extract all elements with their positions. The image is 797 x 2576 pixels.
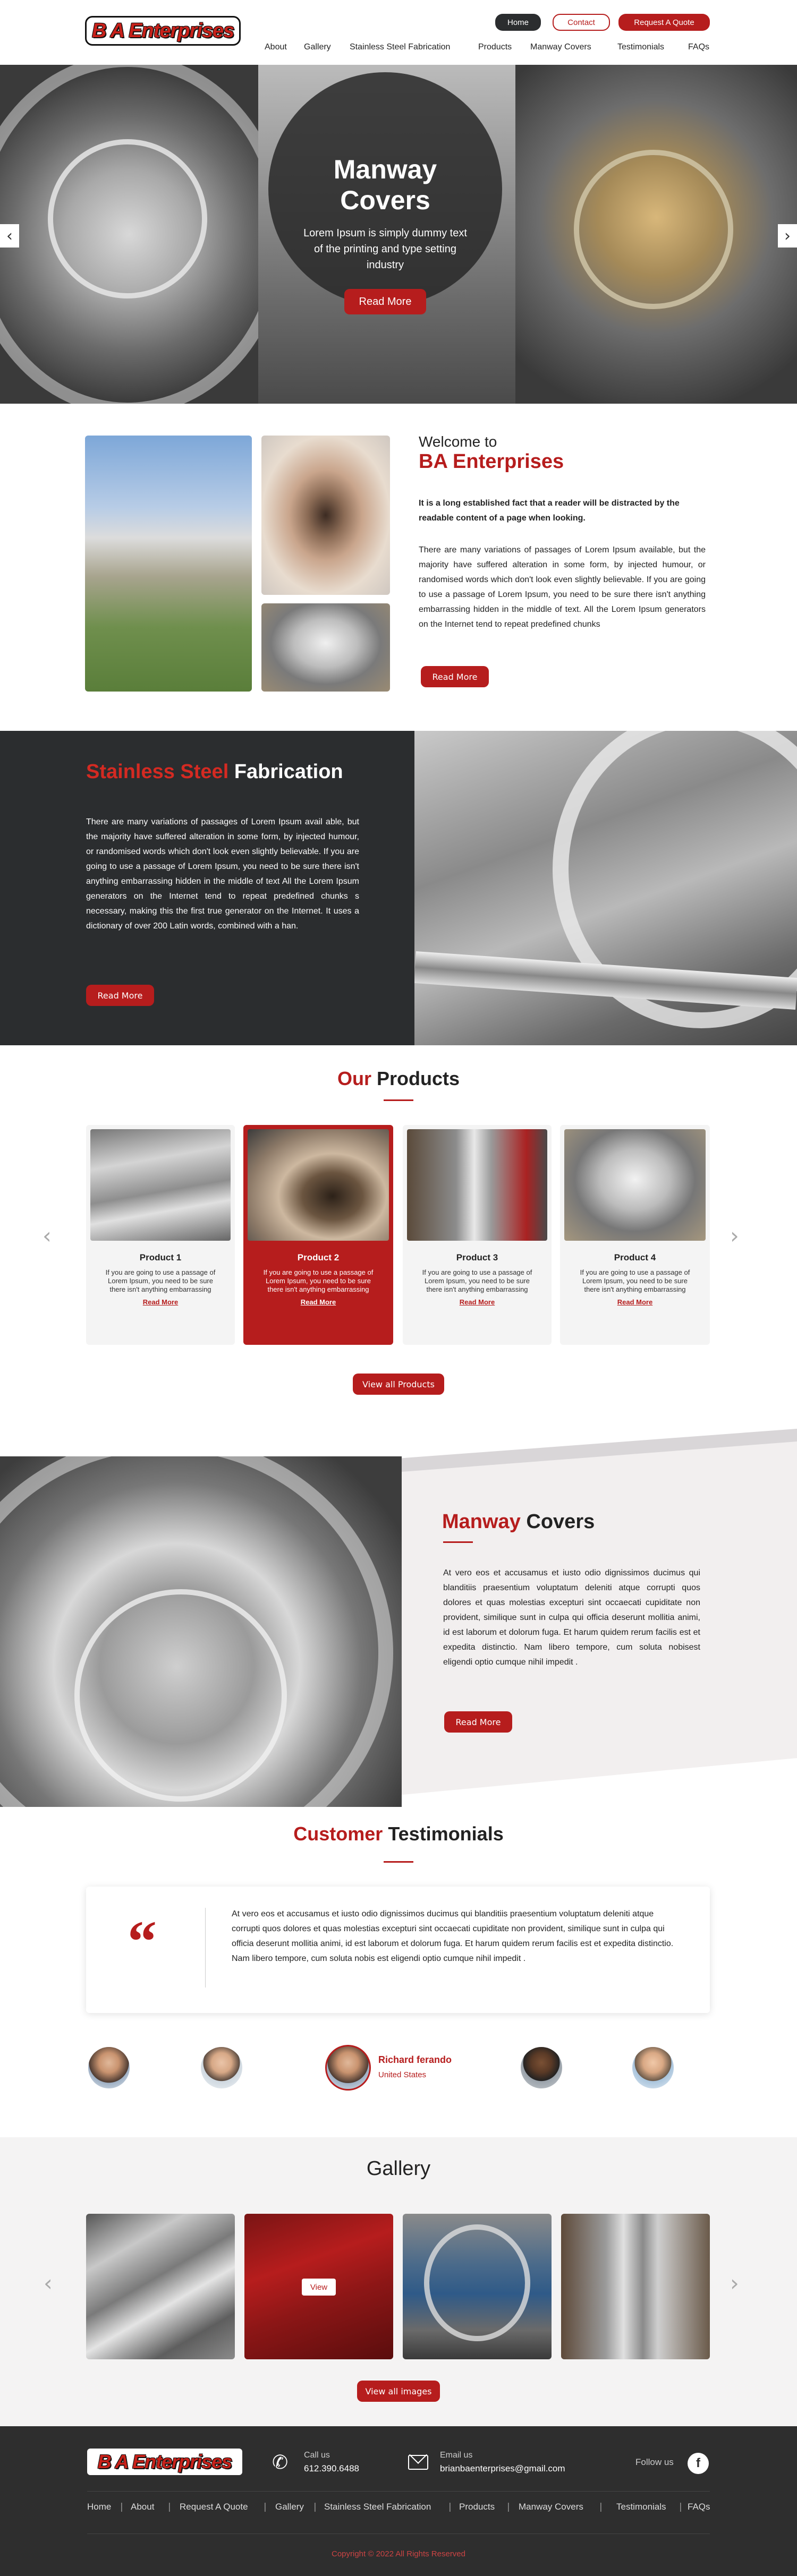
product-card-4[interactable] xyxy=(560,1125,710,1345)
footer-email-label: Email us xyxy=(440,2451,473,2460)
footer-link-faqs[interactable]: FAQs xyxy=(688,2502,710,2512)
manway-title xyxy=(442,1511,595,1533)
nav-products[interactable]: Products xyxy=(478,42,512,52)
request-quote-button[interactable]: Request A Quote xyxy=(618,14,710,31)
welcome-pretitle: Welcome to xyxy=(419,433,497,450)
product-1-text: If you are going to use a passage of Lorem Ipsum, you need to be sure there isn't anything embarrassing xyxy=(105,1268,216,1293)
nav-faqs[interactable]: FAQs xyxy=(688,42,710,52)
product-card-3[interactable] xyxy=(403,1125,552,1345)
testimonial-quote: At vero eos et accusamus et iusto odio dignissimos ducimus qui blanditiis praesentium voluptatum deleniti atque corrupti quos dolores et quas molestias excepturi sint occaecati cupiditate non provident, similique sunt in culpa qui officia deserunt mollitia animi, id est laborum et dolorum fuga. Et harum quidem rerum facilis est et expedita distinctio. Nam libero tempore, cum soluta nobis est eligendi optio cumque nihil impedit . xyxy=(232,1909,674,1963)
testimonial-avatar-1[interactable] xyxy=(88,2047,130,2088)
welcome-lead: It is a long established fact that a reader will be distracted by the readable content of a page when looking. xyxy=(419,499,680,523)
footer-link-products[interactable]: Products xyxy=(459,2502,495,2512)
product-1-image xyxy=(90,1129,231,1241)
products-heading-underline xyxy=(384,1099,413,1101)
product-4-image xyxy=(564,1129,706,1241)
testimonials-heading xyxy=(0,1823,797,1845)
product-1-name: Product 1 xyxy=(139,1252,182,1263)
quote-icon: “ xyxy=(128,1909,157,1974)
product-2-image xyxy=(248,1129,389,1241)
footer-logo[interactable] xyxy=(87,2449,242,2475)
manway-read-more-button[interactable]: Read More xyxy=(444,1711,512,1733)
footer-link-fabrication[interactable]: Stainless Steel Fabrication xyxy=(324,2502,431,2512)
welcome-image-flange xyxy=(261,436,390,595)
manway-title-red: Manway xyxy=(442,1511,521,1533)
home-button[interactable]: Home xyxy=(495,14,541,31)
testimonial-avatar-active[interactable] xyxy=(325,2045,371,2091)
gallery-view-button[interactable]: View xyxy=(302,2279,336,2296)
welcome-image-building xyxy=(85,436,252,692)
site-header xyxy=(0,0,797,65)
logo[interactable] xyxy=(85,16,241,46)
product-2-text: If you are going to use a passage of Lorem Ipsum, you need to be sure there isn't anything embarrassing xyxy=(263,1268,374,1293)
contact-button[interactable]: Contact xyxy=(553,14,610,31)
footer-follow-label: Follow us xyxy=(635,2457,674,2467)
footer-divider-top xyxy=(87,2491,710,2492)
nav-gallery[interactable]: Gallery xyxy=(304,42,331,52)
gallery-image-1[interactable] xyxy=(86,2214,235,2359)
welcome-read-more-button[interactable]: Read More xyxy=(421,666,489,687)
product-3-read-more-link[interactable]: Read More xyxy=(459,1298,495,1306)
product-4-read-more-link[interactable]: Read More xyxy=(617,1298,653,1306)
fabrication-title-white: Fabrication xyxy=(234,761,343,783)
nav-stainless-steel-fabrication[interactable]: Stainless Steel Fabrication xyxy=(350,42,451,52)
footer-link-home[interactable]: Home xyxy=(87,2502,112,2512)
fabrication-read-more-button[interactable]: Read More xyxy=(86,985,154,1006)
testimonial-avatar-4[interactable] xyxy=(521,2047,562,2088)
product-4-name: Product 4 xyxy=(614,1252,656,1263)
testimonials-heading-underline xyxy=(384,1861,413,1863)
nav-manway-covers[interactable]: Manway Covers xyxy=(530,42,591,52)
products-heading-dark: Products xyxy=(377,1068,460,1089)
footer-copyright: Copyright © 2022 All Rights Reserved xyxy=(331,2549,465,2558)
product-card-2[interactable] xyxy=(243,1125,393,1345)
footer-link-about[interactable]: About xyxy=(131,2502,155,2512)
gallery-image-3[interactable] xyxy=(403,2214,552,2359)
hero-read-more-button[interactable]: Read More xyxy=(344,289,426,314)
fabrication-body: There are many variations of passages of Lorem Ipsum avail able, but the majority have suffered alteration in some form, by injected humour, or randomised words which don't look even slightly believable. If you are going to use a passage of Lorem Ipsum, you need to be sure there isn't anything embarrassing hidden in the middle of text All the Lorem Ipsum generators on the Internet tend to repeat predefined chunks s necessary, making this the first true generator on the Internet. It uses a dictionary of over 200 Latin words, combined with a han. xyxy=(86,817,359,931)
product-card-1[interactable] xyxy=(86,1125,235,1345)
welcome-image-cover xyxy=(261,603,390,692)
nav-about[interactable]: About xyxy=(265,42,287,52)
manway-title-underline xyxy=(443,1541,473,1543)
footer-link-testimonials[interactable]: Testimonials xyxy=(616,2502,666,2512)
footer-link-gallery[interactable]: Gallery xyxy=(275,2502,304,2512)
product-1-read-more-link[interactable]: Read More xyxy=(142,1298,179,1306)
fabrication-title-red: Stainless Steel xyxy=(86,761,229,783)
products-heading-red: Our xyxy=(337,1068,371,1089)
gallery-prev-arrow[interactable]: ‹ xyxy=(44,2270,53,2296)
footer-call-label: Call us xyxy=(304,2451,330,2460)
hero-text: Lorem Ipsum is simply dummy text of the printing and type setting industry xyxy=(303,227,467,271)
view-all-images-button[interactable]: View all images xyxy=(357,2381,440,2402)
view-all-products-button[interactable]: View all Products xyxy=(353,1374,444,1395)
footer-email[interactable]: brianbaenterprises@gmail.com xyxy=(440,2463,565,2473)
manway-title-dark: Covers xyxy=(526,1511,595,1533)
testimonials-heading-red: Customer xyxy=(293,1823,383,1845)
testimonial-avatar-2[interactable] xyxy=(201,2047,242,2088)
products-heading xyxy=(0,1068,797,1090)
testimonial-divider xyxy=(205,1908,206,1988)
email-icon xyxy=(408,2455,428,2470)
nav-testimonials[interactable]: Testimonials xyxy=(617,42,665,52)
product-3-image xyxy=(407,1129,547,1241)
product-2-name: Product 2 xyxy=(297,1252,340,1263)
gallery-heading: Gallery xyxy=(366,2157,431,2180)
testimonial-name: Richard ferando xyxy=(378,2054,452,2065)
manway-image xyxy=(0,1456,402,1807)
testimonial-location: United States xyxy=(378,2070,427,2079)
product-3-name: Product 3 xyxy=(456,1252,498,1263)
hero-slider xyxy=(0,65,797,404)
products-prev-arrow[interactable]: ‹ xyxy=(43,1223,52,1249)
hero-image-manway-left xyxy=(0,65,258,404)
gallery-image-4[interactable] xyxy=(561,2214,710,2359)
fabrication-image-cylinder xyxy=(414,731,797,1045)
gallery-image-2[interactable] xyxy=(244,2214,393,2359)
product-4-text: If you are going to use a passage of Lorem Ipsum, you need to be sure there isn't anything embarrassing xyxy=(580,1268,690,1293)
phone-icon: ✆ xyxy=(272,2452,289,2473)
welcome-title: BA Enterprises xyxy=(419,450,564,473)
product-2-read-more-link[interactable]: Read More xyxy=(300,1298,336,1306)
welcome-body: There are many variations of passages of Lorem Ipsum available, but the majority have suffered alteration in some form, by injected humour, or randomised words which don't look even slightly believable. If you are going to use a passage of Lorem Ipsum, you need to be sure there isn't anything embarrassing hidden in the middle of text. All the Lorem Ipsum generators on the Internet tend to repeat predefined chunks xyxy=(419,545,706,629)
testimonial-avatar-5[interactable] xyxy=(632,2047,674,2088)
fabrication-title xyxy=(86,761,343,783)
footer-link-manway-covers[interactable]: Manway Covers xyxy=(519,2502,583,2512)
products-next-arrow[interactable]: › xyxy=(730,1223,739,1249)
hero-image-manway-right xyxy=(515,65,797,404)
footer-logo-text: B A Enterprises xyxy=(97,2451,232,2472)
footer-link-request-quote[interactable]: Request A Quote xyxy=(180,2502,248,2512)
hero-prev-arrow[interactable]: ‹ xyxy=(0,224,19,248)
hero-next-arrow[interactable]: › xyxy=(778,224,797,248)
product-3-text: If you are going to use a passage of Lorem Ipsum, you need to be sure there isn't anything embarrassing xyxy=(422,1268,532,1293)
logo-text: B A Enterprises xyxy=(92,19,234,42)
gallery-next-arrow[interactable]: › xyxy=(730,2270,739,2296)
hero-title: Manway Covers xyxy=(333,155,437,215)
testimonials-heading-dark: Testimonials xyxy=(388,1823,504,1845)
manway-body: At vero eos et accusamus et iusto odio dignissimos ducimus qui blanditiis praesentium voluptatum deleniti atque corrupti quos dolores et quas molestias excepturi sint occaecati cupiditate non provident, similique sunt in culpa qui officia deserunt mollitia animi, id est laborum et dolorum fuga. Et harum quidem rerum facilis est et expedita distinctio. Nam libero tempore, cum soluta nobisest eligendi optio cumque nihil impedit . xyxy=(443,1568,700,1667)
footer-phone[interactable]: 612.390.6488 xyxy=(304,2463,359,2473)
facebook-icon[interactable]: f xyxy=(688,2453,709,2474)
